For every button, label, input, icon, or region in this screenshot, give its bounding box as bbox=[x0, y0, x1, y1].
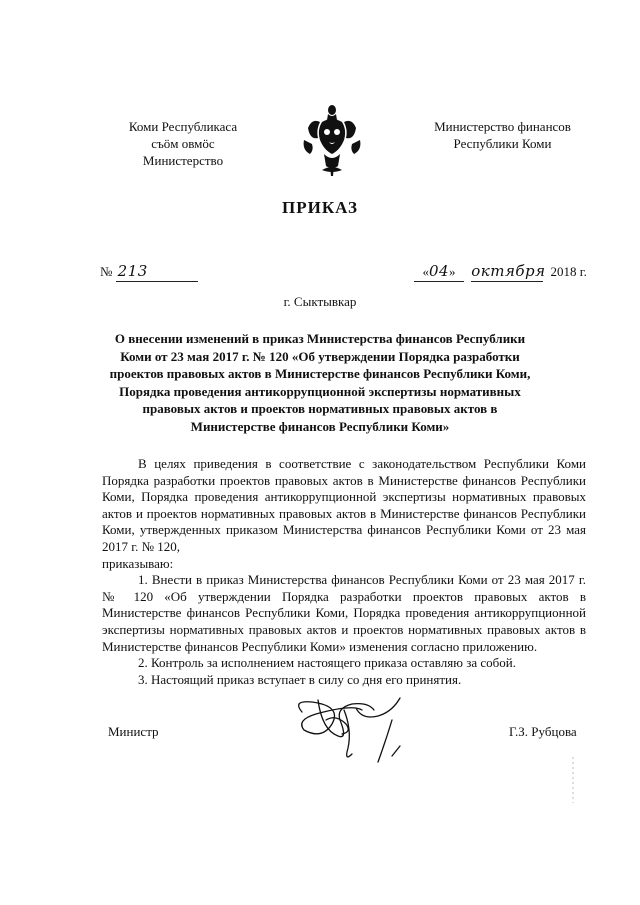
city: г. Сыктывкар bbox=[283, 294, 357, 309]
date-close-quote: » bbox=[449, 264, 456, 279]
body-item: 3. Настоящий приказ вступает в силу со дня его принятия. bbox=[138, 671, 462, 687]
document-title: О внесении изменений в приказ Министерства финансов Республики Коми от 23 мая 2017 г. № 120 «Об утверждении Порядка разработки проектов правовых актов в Министерстве финансов Республики Коми, Порядка проведения антикоррупционной экспертизы нормативных правовых актов и проектов нормативных правовых актов в Министерстве финансов Республики Коми» bbox=[109, 331, 531, 434]
number-value: 213 bbox=[117, 262, 148, 280]
header-right-line: Министерство финансов bbox=[434, 119, 571, 134]
handwritten-signature bbox=[282, 690, 422, 770]
date-day: 04 bbox=[428, 262, 450, 280]
signature-position: Министр bbox=[108, 724, 159, 739]
date-year: 2018 г. bbox=[550, 264, 587, 279]
header-left-line: Коми Республикаса bbox=[128, 119, 238, 134]
body-item: 1. Внести в приказ Министерства финансов Республики Коми от 23 мая 2017 г. № 120 «Об утверждении Порядка разработки проектов правовых актов в Министерстве финансов Республики Коми, Порядка проведения антикоррупционной экспертизы нормативных правовых актов и проектов нормативных правовых актов в Министерстве финансов Республики Коми» изменения согласно приложению. bbox=[102, 572, 586, 654]
document-type: ПРИКАЗ bbox=[282, 198, 358, 217]
header-right bbox=[410, 118, 595, 152]
document-body bbox=[102, 456, 586, 688]
header-right-line: Республики Коми bbox=[453, 136, 552, 151]
date-open-quote: « bbox=[422, 264, 429, 279]
date-month: октября bbox=[471, 262, 546, 280]
margin-mark bbox=[568, 755, 578, 805]
order-number bbox=[100, 262, 198, 282]
header-left-line: Министерство bbox=[142, 153, 224, 168]
body-order-word: приказываю: bbox=[102, 555, 174, 571]
header-left-line: съӧм овмӧс bbox=[151, 136, 215, 151]
header-left bbox=[108, 118, 258, 169]
number-label: № bbox=[100, 264, 113, 279]
body-item: 2. Контроль за исполнением настоящего приказа оставляю за собой. bbox=[138, 655, 516, 671]
komi-coat-of-arms-icon bbox=[300, 100, 364, 180]
body-preamble: В целях приведения в соответствие с законодательством Республики Коми Порядка разработки проектов правовых актов в Министерстве финансов Республики Коми, Порядка проведения антикоррупционной экспертизы нормативных правовых актов и проектов нормативных правовых актов в Министерстве финансов Республики Коми, утвержденных приказом Министерства финансов Республики Коми от 23 мая 2017 г. № 120, bbox=[102, 456, 586, 554]
order-date bbox=[414, 262, 587, 282]
signatory-name: Г.З. Рубцова bbox=[509, 724, 577, 739]
